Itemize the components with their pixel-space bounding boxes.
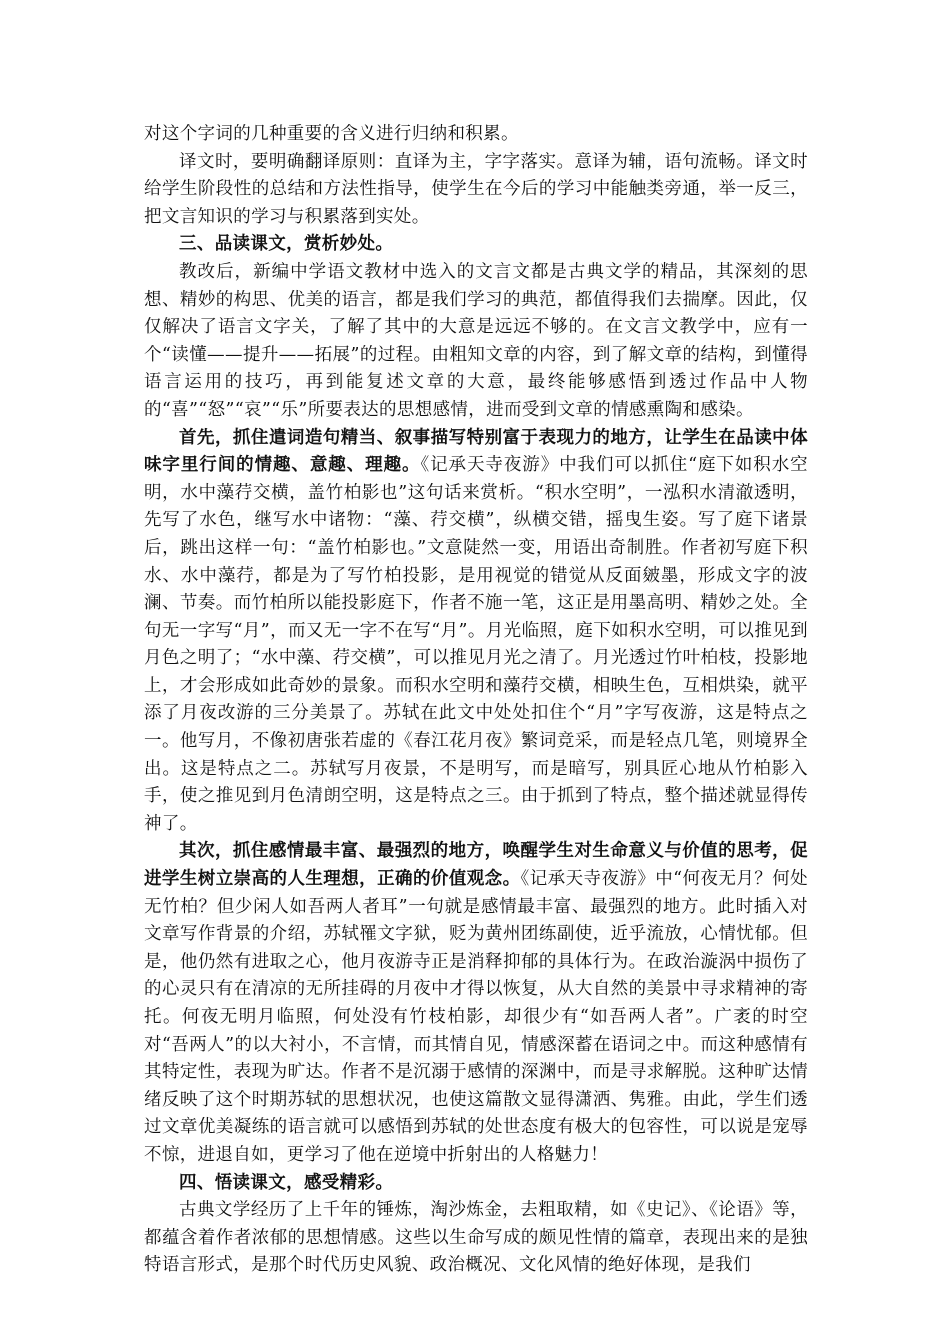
paragraph-text: 古典文学经历了上千年的锤炼，淘沙炼金，去粗取精，如《史记》、《论语》等，都蕴含着作者浓郁的思想情感。这些以生命写成的颇见性情的篇章，表现出来的是独特语言形式，是那个时代历史风貌、政治概况、文化风情的绝好体现，是我们 <box>144 1200 808 1276</box>
paragraph-text: 教改后，新编中学语文教材中选入的文言文都是古典文学的精品，其深刻的思想、精妙的构思、优美的语言，都是我们学习的典范，都值得我们去揣摩。因此，仅仅解决了语言文字关，了解了其中的大意是远远不够的。在文言文教学中，应有一个“读懂——提升——拓展”的过程。由粗知文章的内容，到了解文章的结构，到懂得语言运用的技巧，再到能复述文章的大意，最终能够感悟到透过作品中人物的“喜”“怒”“哀”“乐”所要表达的思想感情，进而受到文章的情感熏陶和感染。 <box>144 261 808 420</box>
paragraph-second <box>144 838 808 1169</box>
paragraph-text: 译文时，要明确翻译原则：直译为主，字字落实。意译为辅，语句流畅。译文时给学生阶段性的总结和方法性指导，使学生在今后的学习中能触类旁通，举一反三，把文言知识的学习与积累落到实处。 <box>144 151 808 227</box>
paragraph-text: 《记承天寺夜游》中我们可以抓住“庭下如积水空明，水中藻荇交横，盖竹柏影也”这句话来赏析。“积水空明”，一泓积水清澈透明，先写了水色，继写水中诸物：“藻、荇交横”，纵横交错，摇曳生姿。写了庭下诸景后，跳出这样一句：“盖竹柏影也。”文意陡然一变，用语出奇制胜。作者初写庭下积水、水中藻荇，都是为了写竹柏投影，是用视觉的错觉从反面皴墨，形成文字的波澜、节奏。而竹柏所以能投影庭下，作者不施一笔，这正是用墨高明、精妙之处。全句无一字写“月”，而又无一字不在写“月”。月光临照，庭下如积水空明，可以推见到月色之明了；“水中藻、荇交横”，可以推见月光之清了。月光透过竹叶柏枝，投影地上，才会形成如此奇妙的景象。而积水空明和藻荇交横，相映生色，互相烘染，就平添了月夜改游的三分美景了。苏轼在此文中处处扣住个“月”字写夜游，这是特点之一。他写月，不像初唐张若虚的《春江花月夜》繁词竞采，而是轻点几笔，则境界全出。这是特点之二。苏轼写月夜景，不是明写，而是暗写，别具匠心地从竹柏影入手，使之推见到月色清朗空明，这是特点之三。由于抓到了特点，整个描述就显得传神了。 <box>144 455 808 834</box>
paragraph-reform <box>144 259 808 425</box>
paragraph-translation <box>144 149 808 232</box>
paragraph-text: 《记承天寺夜游》中“何夜无月？何处无竹柏？但少闲人如吾两人者耳”一句就是感情最丰富、最强烈的地方。此时插入对文章写作背景的介绍，苏轼罹文字狱，贬为黄州团练副使，近乎流放，心情忧郁。但是，他仍然有进取之心，他月夜游寺正是消释抑郁的具体行为。在政治漩涡中损伤了的心灵只有在清凉的无所挂碍的月夜中才得以恢复，从大自然的美景中寻求精神的寄托。何夜无明月临照，何处没有竹枝柏影，却很少有“如吾两人者”。广袤的时空对“吾两人”的以大衬小，不言情，而其情自见，情感深蓄在语词之中。而这种感情有其特定性，表现为旷达。作者不是沉溺于感情的深渊中，而是寻求解脱。这种旷达情绪反映了这个时期苏轼的思想状况，也使这篇散文显得潇洒、隽雅。由此，学生们透过文章优美凝练的语言就可以感悟到苏轼的处世态度有极大的包容性，可以说是宠辱不惊，进退自如，更学习了他在逆境中折射出的人格魅力！ <box>144 869 808 1165</box>
section-heading-4: 四、悟读课文，感受精彩。 <box>179 1172 394 1193</box>
paragraph-text: 对这个字词的几种重要的含义进行归纳和积累。 <box>144 124 519 144</box>
paragraph-lead: 首先，抓住遣词造句精当、叙事描写特别富于表现力的地方，让学生在品读中体味字里行间的情趣、意趣、理趣。 <box>144 427 808 476</box>
paragraph-first <box>144 425 808 839</box>
document-page <box>144 121 808 1280</box>
paragraph-classics <box>144 1197 808 1280</box>
paragraph-lead: 其次，抓住感情最丰富、最强烈的地方，唤醒学生对生命意义与价值的思考，促进学生树立崇高的人生理想，正确的价值观念。 <box>144 841 808 890</box>
section-heading-3: 三、品读课文，赏析妙处。 <box>179 234 394 255</box>
paragraph-intro-tail <box>144 121 808 149</box>
